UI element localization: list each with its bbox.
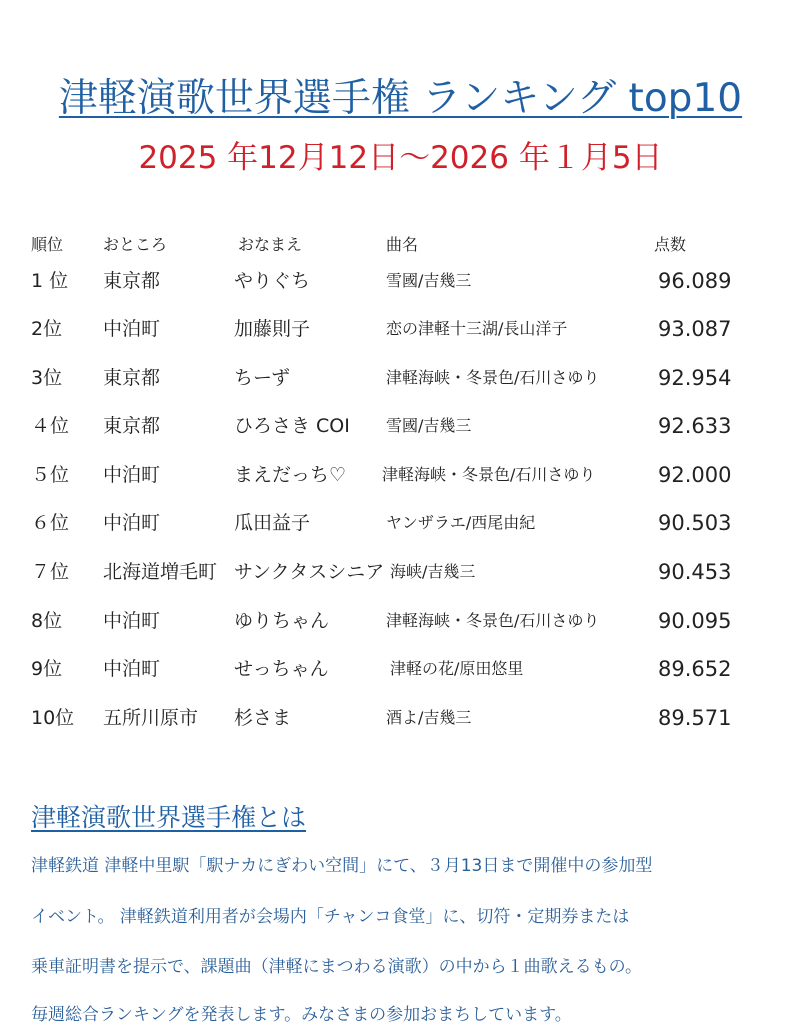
song-cell: 津軽海峡・冬景色/石川さゆり	[386, 611, 600, 630]
about-text-line: 津軽鉄道 津軽中里駅「駅ナカにぎわい空間」にて、３月13日まで開催中の参加型	[31, 856, 653, 876]
place-cell: 中泊町	[103, 464, 161, 486]
rank-cell: 10位	[31, 707, 75, 729]
rank-cell: ６位	[31, 512, 70, 534]
table-row	[0, 266, 801, 306]
place-cell: 東京都	[103, 270, 161, 292]
about-text-line: 毎週総合ランキングを発表します。みなさまの参加おまちしています。	[31, 1005, 572, 1025]
table-row	[0, 606, 801, 646]
score-cell: 89.571	[658, 706, 732, 730]
place-cell: 五所川原市	[103, 707, 199, 729]
score-cell: 92.000	[658, 463, 732, 487]
name-cell: 杉さま	[234, 707, 292, 729]
rank-cell: 2位	[31, 318, 63, 340]
column-header-score: 点数	[654, 235, 687, 254]
place-cell: 北海道増毛町	[103, 561, 218, 583]
song-cell: 津軽の花/原田悠里	[390, 659, 524, 678]
column-header-name: おなまえ	[238, 235, 303, 254]
rank-cell: ５位	[31, 464, 70, 486]
ranking-period: 2025 年12月12日～2026 年１月5日	[138, 140, 663, 176]
place-cell: 中泊町	[103, 610, 161, 632]
rank-cell: ７位	[31, 561, 70, 583]
place-cell: 東京都	[103, 415, 161, 437]
table-row	[0, 363, 801, 403]
rank-cell: ４位	[31, 415, 70, 437]
score-cell: 90.503	[658, 511, 732, 535]
table-row	[0, 508, 801, 548]
about-text-line: イベント。 津軽鉄道利用者が会場内「チャンコ食堂」に、切符・定期券または	[31, 907, 630, 927]
song-cell: 酒よ/吉幾三	[386, 708, 472, 727]
song-cell: ヤンザラエ/西尾由紀	[386, 513, 536, 532]
song-cell: 津軽海峡・冬景色/石川さゆり	[386, 368, 600, 387]
table-row	[0, 703, 801, 743]
place-cell: 中泊町	[103, 658, 161, 680]
about-text-line: 乗車証明書を提示で、課題曲（津軽にまつわる演歌）の中から１曲歌えるもの。	[31, 957, 642, 977]
song-cell: 雪國/吉幾三	[386, 271, 472, 290]
score-cell: 92.954	[658, 366, 732, 390]
column-header-place: おところ	[103, 235, 168, 254]
table-row	[0, 460, 801, 500]
song-cell: 雪國/吉幾三	[386, 416, 472, 435]
name-cell: せっちゃん	[234, 658, 329, 680]
place-cell: 中泊町	[103, 318, 161, 340]
name-cell: やりぐち	[234, 270, 311, 292]
table-row	[0, 654, 801, 694]
score-cell: 90.095	[658, 609, 732, 633]
column-header-rank: 順位	[31, 235, 64, 254]
score-cell: 89.652	[658, 657, 732, 681]
song-cell: 津軽海峡・冬景色/石川さゆり	[382, 465, 596, 484]
name-cell: ひろさき COI	[234, 415, 350, 437]
ranking-table-header	[0, 232, 801, 258]
name-cell: まえだっち♡	[234, 464, 347, 486]
song-cell: 恋の津軽十三湖/長山洋子	[386, 319, 568, 338]
table-row	[0, 557, 801, 597]
song-cell: 海峡/吉幾三	[390, 562, 476, 581]
about-section-title: 津軽演歌世界選手権とは	[31, 803, 307, 832]
score-cell: 93.087	[658, 317, 732, 341]
name-cell: サンクタスシニア	[234, 561, 385, 583]
score-cell: 92.633	[658, 414, 732, 438]
rank-cell: 3位	[31, 367, 63, 389]
score-cell: 90.453	[658, 560, 732, 584]
name-cell: 加藤則子	[234, 318, 311, 340]
table-row	[0, 411, 801, 451]
rank-cell: 8位	[31, 610, 63, 632]
place-cell: 中泊町	[103, 512, 161, 534]
name-cell: ゆりちゃん	[234, 610, 330, 632]
place-cell: 東京都	[103, 367, 161, 389]
name-cell: 瓜田益子	[234, 512, 311, 534]
score-cell: 96.089	[658, 269, 732, 293]
table-row	[0, 314, 801, 354]
rank-cell: 9位	[31, 658, 63, 680]
rank-cell: 1 位	[31, 270, 69, 292]
page-title: 津軽演歌世界選手権 ランキング top10	[58, 76, 743, 121]
name-cell: ちーず	[234, 367, 291, 389]
column-header-song: 曲名	[386, 235, 419, 254]
